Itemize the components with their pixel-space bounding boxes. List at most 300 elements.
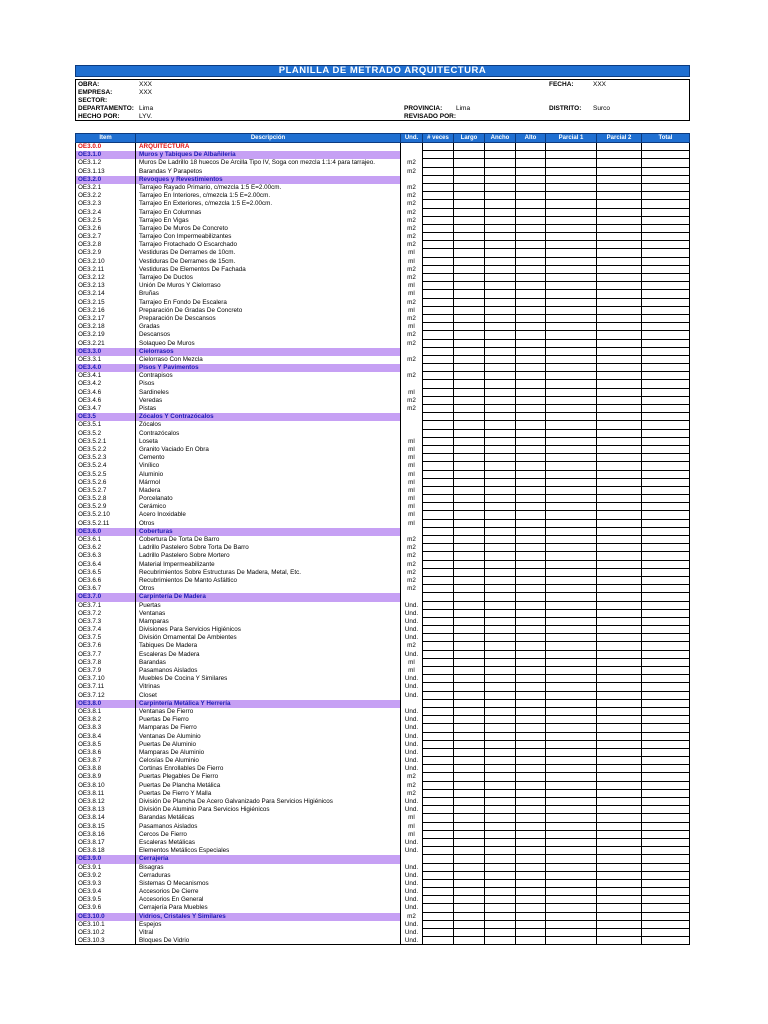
description-cell: Tarrajeo Con Impermeabilizantes bbox=[136, 233, 401, 241]
veces-cell bbox=[423, 683, 454, 691]
alto-cell bbox=[516, 143, 546, 151]
total-cell bbox=[642, 798, 690, 806]
largo-cell bbox=[454, 708, 485, 716]
ancho-cell bbox=[485, 855, 516, 863]
ancho-cell bbox=[485, 200, 516, 208]
alto-cell bbox=[516, 593, 546, 601]
ancho-cell bbox=[485, 667, 516, 675]
total-cell bbox=[642, 528, 690, 536]
total-cell bbox=[642, 552, 690, 560]
table-row bbox=[75, 749, 690, 757]
unit-cell: m2 bbox=[401, 241, 423, 249]
ancho-cell bbox=[485, 782, 516, 790]
unit-cell: m2 bbox=[401, 773, 423, 781]
unit-cell: ml bbox=[401, 462, 423, 470]
veces-cell bbox=[423, 348, 454, 356]
veces-cell bbox=[423, 667, 454, 675]
largo-cell bbox=[454, 217, 485, 225]
table-row bbox=[75, 495, 690, 503]
description-cell: Cerraduras bbox=[136, 872, 401, 880]
parcial-2-cell bbox=[597, 258, 642, 266]
veces-cell bbox=[423, 790, 454, 798]
ancho-cell bbox=[485, 921, 516, 929]
largo-cell bbox=[454, 340, 485, 348]
description-cell: Closet bbox=[136, 692, 401, 700]
parcial-1-cell bbox=[546, 307, 597, 315]
parcial-2-cell bbox=[597, 397, 642, 405]
total-cell bbox=[642, 536, 690, 544]
alto-cell bbox=[516, 520, 546, 528]
alto-cell bbox=[516, 331, 546, 339]
unit-cell bbox=[401, 528, 423, 536]
parcial-2-cell bbox=[597, 651, 642, 659]
ancho-cell bbox=[485, 864, 516, 872]
ancho-cell bbox=[485, 626, 516, 634]
alto-cell bbox=[516, 380, 546, 388]
alto-cell bbox=[516, 258, 546, 266]
parcial-2-cell bbox=[597, 503, 642, 511]
item-cell: OE3.5.1 bbox=[75, 421, 136, 429]
veces-cell bbox=[423, 569, 454, 577]
item-cell: OE3.6.4 bbox=[75, 561, 136, 569]
column-header-alto: Alto bbox=[516, 133, 546, 143]
description-cell: Material Impermeabilizante bbox=[136, 561, 401, 569]
parcial-1-cell bbox=[546, 495, 597, 503]
unit-cell: m2 bbox=[401, 274, 423, 282]
veces-cell bbox=[423, 708, 454, 716]
unit-cell bbox=[401, 413, 423, 421]
item-cell: OE3.5 bbox=[75, 413, 136, 421]
item-cell: OE3.2.19 bbox=[75, 331, 136, 339]
ancho-cell bbox=[485, 593, 516, 601]
alto-cell bbox=[516, 511, 546, 519]
description-cell: Cobertura De Torta De Barro bbox=[136, 536, 401, 544]
largo-cell bbox=[454, 741, 485, 749]
unit-cell: ml bbox=[401, 438, 423, 446]
description-cell: Tarrajeo En Vigas bbox=[136, 217, 401, 225]
distrito-value: Surco bbox=[593, 105, 610, 112]
total-cell bbox=[642, 913, 690, 921]
total-cell bbox=[642, 143, 690, 151]
veces-cell bbox=[423, 642, 454, 650]
parcial-1-cell bbox=[546, 552, 597, 560]
table-row bbox=[75, 323, 690, 331]
description-cell: Cemento bbox=[136, 454, 401, 462]
item-cell: OE3.9.6 bbox=[75, 904, 136, 912]
parcial-2-cell bbox=[597, 364, 642, 372]
total-cell bbox=[642, 405, 690, 413]
parcial-1-cell bbox=[546, 143, 597, 151]
parcial-1-cell bbox=[546, 921, 597, 929]
parcial-2-cell bbox=[597, 847, 642, 855]
parcial-2-cell bbox=[597, 479, 642, 487]
description-cell: Puertas De Fierro bbox=[136, 716, 401, 724]
column-header-ancho: Ancho bbox=[485, 133, 516, 143]
parcial-2-cell bbox=[597, 340, 642, 348]
description-cell: Muros De Ladrillo 18 huecos De Arcilla Tipo IV, Soga con mezcla 1:1:4 para tarrajeo. bbox=[136, 159, 401, 167]
total-cell bbox=[642, 896, 690, 904]
parcial-2-cell bbox=[597, 880, 642, 888]
veces-cell bbox=[423, 159, 454, 167]
veces-cell bbox=[423, 618, 454, 626]
largo-cell bbox=[454, 618, 485, 626]
parcial-2-cell bbox=[597, 446, 642, 454]
item-cell: OE3.9.0 bbox=[75, 855, 136, 863]
parcial-2-cell bbox=[597, 372, 642, 380]
section-row bbox=[75, 528, 690, 536]
alto-cell bbox=[516, 340, 546, 348]
total-cell bbox=[642, 380, 690, 388]
ancho-cell bbox=[485, 634, 516, 642]
total-cell bbox=[642, 773, 690, 781]
unit-cell: Und. bbox=[401, 864, 423, 872]
veces-cell bbox=[423, 356, 454, 364]
unit-cell: ml bbox=[401, 471, 423, 479]
parcial-1-cell bbox=[546, 290, 597, 298]
parcial-2-cell bbox=[597, 659, 642, 667]
table-row bbox=[75, 724, 690, 732]
veces-cell bbox=[423, 266, 454, 274]
unit-cell bbox=[401, 176, 423, 184]
alto-cell bbox=[516, 151, 546, 159]
parcial-1-cell bbox=[546, 733, 597, 741]
description-cell: Vidrios, Cristales Y Similares bbox=[136, 913, 401, 921]
veces-cell bbox=[423, 454, 454, 462]
alto-cell bbox=[516, 724, 546, 732]
alto-cell bbox=[516, 536, 546, 544]
alto-cell bbox=[516, 602, 546, 610]
largo-cell bbox=[454, 733, 485, 741]
total-cell bbox=[642, 716, 690, 724]
table-row bbox=[75, 511, 690, 519]
table-row bbox=[75, 896, 690, 904]
column-header-parcial-1: Parcial 1 bbox=[546, 133, 597, 143]
description-cell: Puertas De Aluminio bbox=[136, 741, 401, 749]
empresa-value: XXX bbox=[139, 89, 153, 96]
parcial-1-cell bbox=[546, 782, 597, 790]
alto-cell bbox=[516, 209, 546, 217]
total-cell bbox=[642, 929, 690, 937]
alto-cell bbox=[516, 274, 546, 282]
unit-cell: Und. bbox=[401, 675, 423, 683]
alto-cell bbox=[516, 168, 546, 176]
table-row bbox=[75, 462, 690, 470]
item-cell: OE3.0.0 bbox=[75, 143, 136, 151]
item-cell: OE3.4.1 bbox=[75, 372, 136, 380]
total-cell bbox=[642, 225, 690, 233]
table-row bbox=[75, 274, 690, 282]
parcial-1-cell bbox=[546, 872, 597, 880]
parcial-1-cell bbox=[546, 421, 597, 429]
table-row bbox=[75, 479, 690, 487]
item-cell: OE3.8.12 bbox=[75, 798, 136, 806]
alto-cell bbox=[516, 577, 546, 585]
veces-cell bbox=[423, 168, 454, 176]
description-cell: Tarrajeo De Muros De Concreto bbox=[136, 225, 401, 233]
parcial-1-cell bbox=[546, 266, 597, 274]
section-row bbox=[75, 151, 690, 159]
description-cell: Loseta bbox=[136, 438, 401, 446]
table-row bbox=[75, 716, 690, 724]
table-row bbox=[75, 168, 690, 176]
item-cell: OE3.2.15 bbox=[75, 299, 136, 307]
parcial-1-cell bbox=[546, 806, 597, 814]
unit-cell: Und. bbox=[401, 683, 423, 691]
table-row bbox=[75, 356, 690, 364]
alto-cell bbox=[516, 847, 546, 855]
item-cell: OE3.8.10 bbox=[75, 782, 136, 790]
ancho-cell bbox=[485, 299, 516, 307]
parcial-1-cell bbox=[546, 192, 597, 200]
parcial-1-cell bbox=[546, 249, 597, 257]
total-cell bbox=[642, 209, 690, 217]
item-cell: OE3.5.2.10 bbox=[75, 511, 136, 519]
largo-cell bbox=[454, 282, 485, 290]
description-cell: Carpintería De Madera bbox=[136, 593, 401, 601]
description-cell: Recubrimientos De Manto Asfáltico bbox=[136, 577, 401, 585]
ancho-cell bbox=[485, 806, 516, 814]
ancho-cell bbox=[485, 552, 516, 560]
ancho-cell bbox=[485, 307, 516, 315]
veces-cell bbox=[423, 421, 454, 429]
table-row bbox=[75, 659, 690, 667]
parcial-2-cell bbox=[597, 814, 642, 822]
parcial-1-cell bbox=[546, 397, 597, 405]
item-cell: OE3.6.3 bbox=[75, 552, 136, 560]
total-cell bbox=[642, 675, 690, 683]
veces-cell bbox=[423, 782, 454, 790]
table-row bbox=[75, 225, 690, 233]
alto-cell bbox=[516, 462, 546, 470]
veces-cell bbox=[423, 896, 454, 904]
ancho-cell bbox=[485, 716, 516, 724]
ancho-cell bbox=[485, 209, 516, 217]
table-row bbox=[75, 708, 690, 716]
alto-cell bbox=[516, 855, 546, 863]
ancho-cell bbox=[485, 602, 516, 610]
total-cell bbox=[642, 700, 690, 708]
total-cell bbox=[642, 864, 690, 872]
parcial-2-cell bbox=[597, 888, 642, 896]
parcial-1-cell bbox=[546, 151, 597, 159]
description-cell: Barandas Metálicas bbox=[136, 814, 401, 822]
unit-cell: Und. bbox=[401, 634, 423, 642]
description-cell: Zócalos Y Contrazócalos bbox=[136, 413, 401, 421]
veces-cell bbox=[423, 430, 454, 438]
parcial-1-cell bbox=[546, 937, 597, 945]
total-cell bbox=[642, 356, 690, 364]
parcial-2-cell bbox=[597, 634, 642, 642]
table-row bbox=[75, 675, 690, 683]
departamento-label: DEPARTAMENTO: bbox=[78, 105, 134, 112]
total-cell bbox=[642, 454, 690, 462]
veces-cell bbox=[423, 847, 454, 855]
ancho-cell bbox=[485, 708, 516, 716]
ancho-cell bbox=[485, 340, 516, 348]
item-cell: OE3.1.13 bbox=[75, 168, 136, 176]
parcial-1-cell bbox=[546, 430, 597, 438]
parcial-1-cell bbox=[546, 520, 597, 528]
parcial-1-cell bbox=[546, 209, 597, 217]
veces-cell bbox=[423, 773, 454, 781]
ancho-cell bbox=[485, 446, 516, 454]
table-row bbox=[75, 585, 690, 593]
alto-cell bbox=[516, 299, 546, 307]
alto-cell bbox=[516, 683, 546, 691]
parcial-1-cell bbox=[546, 577, 597, 585]
item-cell: OE3.1.0 bbox=[75, 151, 136, 159]
parcial-1-cell bbox=[546, 479, 597, 487]
alto-cell bbox=[516, 642, 546, 650]
document-title: PLANILLA DE METRADO ARQUITECTURA bbox=[75, 65, 690, 77]
veces-cell bbox=[423, 192, 454, 200]
table-row bbox=[75, 773, 690, 781]
largo-cell bbox=[454, 299, 485, 307]
unit-cell: ml bbox=[401, 323, 423, 331]
ancho-cell bbox=[485, 913, 516, 921]
parcial-1-cell bbox=[546, 642, 597, 650]
fecha-value: XXX bbox=[593, 81, 607, 88]
unit-cell: ml bbox=[401, 446, 423, 454]
alto-cell bbox=[516, 528, 546, 536]
largo-cell bbox=[454, 471, 485, 479]
alto-cell bbox=[516, 929, 546, 937]
veces-cell bbox=[423, 561, 454, 569]
ancho-cell bbox=[485, 896, 516, 904]
table-row bbox=[75, 823, 690, 831]
description-cell: Ventanas De Aluminio bbox=[136, 733, 401, 741]
parcial-1-cell bbox=[546, 356, 597, 364]
unit-cell bbox=[401, 421, 423, 429]
parcial-1-cell bbox=[546, 602, 597, 610]
item-cell: OE3.7.5 bbox=[75, 634, 136, 642]
table-row bbox=[75, 634, 690, 642]
alto-cell bbox=[516, 708, 546, 716]
alto-cell bbox=[516, 200, 546, 208]
parcial-1-cell bbox=[546, 913, 597, 921]
description-cell: Elementos Metálicos Especiales bbox=[136, 847, 401, 855]
parcial-2-cell bbox=[597, 896, 642, 904]
ancho-cell bbox=[485, 282, 516, 290]
description-cell: Accesorios En General bbox=[136, 896, 401, 904]
total-cell bbox=[642, 659, 690, 667]
veces-cell bbox=[423, 577, 454, 585]
veces-cell bbox=[423, 151, 454, 159]
veces-cell bbox=[423, 184, 454, 192]
item-cell: OE3.10.2 bbox=[75, 929, 136, 937]
parcial-2-cell bbox=[597, 937, 642, 945]
veces-cell bbox=[423, 290, 454, 298]
veces-cell bbox=[423, 307, 454, 315]
section-row bbox=[75, 176, 690, 184]
ancho-cell bbox=[485, 790, 516, 798]
description-cell: Pistas bbox=[136, 405, 401, 413]
parcial-2-cell bbox=[597, 233, 642, 241]
description-cell: División Ornamental De Ambientes bbox=[136, 634, 401, 642]
ancho-cell bbox=[485, 528, 516, 536]
parcial-1-cell bbox=[546, 380, 597, 388]
total-cell bbox=[642, 241, 690, 249]
alto-cell bbox=[516, 937, 546, 945]
unit-cell: m2 bbox=[401, 159, 423, 167]
table-row bbox=[75, 299, 690, 307]
description-cell: Vestiduras De Derrames de 15cm. bbox=[136, 258, 401, 266]
ancho-cell bbox=[485, 814, 516, 822]
unit-cell: m2 bbox=[401, 233, 423, 241]
table-row bbox=[75, 209, 690, 217]
veces-cell bbox=[423, 331, 454, 339]
largo-cell bbox=[454, 913, 485, 921]
veces-cell bbox=[423, 921, 454, 929]
total-cell bbox=[642, 159, 690, 167]
veces-cell bbox=[423, 888, 454, 896]
parcial-1-cell bbox=[546, 315, 597, 323]
parcial-2-cell bbox=[597, 839, 642, 847]
unit-cell: m2 bbox=[401, 536, 423, 544]
parcial-2-cell bbox=[597, 741, 642, 749]
item-cell: OE3.5.2.2 bbox=[75, 446, 136, 454]
empresa-label: EMPRESA: bbox=[78, 89, 113, 96]
ancho-cell bbox=[485, 471, 516, 479]
unit-cell: ml bbox=[401, 667, 423, 675]
unit-cell: m2 bbox=[401, 356, 423, 364]
unit-cell: Und. bbox=[401, 626, 423, 634]
unit-cell: ml bbox=[401, 659, 423, 667]
description-cell: Granito Vaciado En Obra bbox=[136, 446, 401, 454]
unit-cell: ml bbox=[401, 389, 423, 397]
table-row bbox=[75, 380, 690, 388]
item-cell: OE3.5.2.5 bbox=[75, 471, 136, 479]
description-cell: División De Plancha De Acero Galvanizado Para Servicios Higiénicos bbox=[136, 798, 401, 806]
parcial-1-cell bbox=[546, 929, 597, 937]
parcial-1-cell bbox=[546, 159, 597, 167]
item-cell: OE3.4.7 bbox=[75, 405, 136, 413]
veces-cell bbox=[423, 749, 454, 757]
parcial-2-cell bbox=[597, 806, 642, 814]
section-row bbox=[75, 913, 690, 921]
description-cell: Sistemas O Mecanismos bbox=[136, 880, 401, 888]
alto-cell bbox=[516, 814, 546, 822]
veces-cell bbox=[423, 446, 454, 454]
total-cell bbox=[642, 364, 690, 372]
ancho-cell bbox=[485, 225, 516, 233]
veces-cell bbox=[423, 323, 454, 331]
veces-cell bbox=[423, 806, 454, 814]
description-cell: Madera bbox=[136, 487, 401, 495]
item-cell: OE3.8.5 bbox=[75, 741, 136, 749]
parcial-2-cell bbox=[597, 593, 642, 601]
parcial-1-cell bbox=[546, 258, 597, 266]
total-cell bbox=[642, 462, 690, 470]
ancho-cell bbox=[485, 937, 516, 945]
parcial-1-cell bbox=[546, 331, 597, 339]
description-cell: Puertas bbox=[136, 602, 401, 610]
ancho-cell bbox=[485, 421, 516, 429]
parcial-1-cell bbox=[546, 184, 597, 192]
alto-cell bbox=[516, 233, 546, 241]
largo-cell bbox=[454, 831, 485, 839]
parcial-1-cell bbox=[546, 364, 597, 372]
alto-cell bbox=[516, 904, 546, 912]
parcial-2-cell bbox=[597, 708, 642, 716]
description-cell: Cercos De Fierro bbox=[136, 831, 401, 839]
item-cell: OE3.8.6 bbox=[75, 749, 136, 757]
parcial-1-cell bbox=[546, 241, 597, 249]
table-row bbox=[75, 921, 690, 929]
ancho-cell bbox=[485, 544, 516, 552]
parcial-2-cell bbox=[597, 176, 642, 184]
alto-cell bbox=[516, 921, 546, 929]
